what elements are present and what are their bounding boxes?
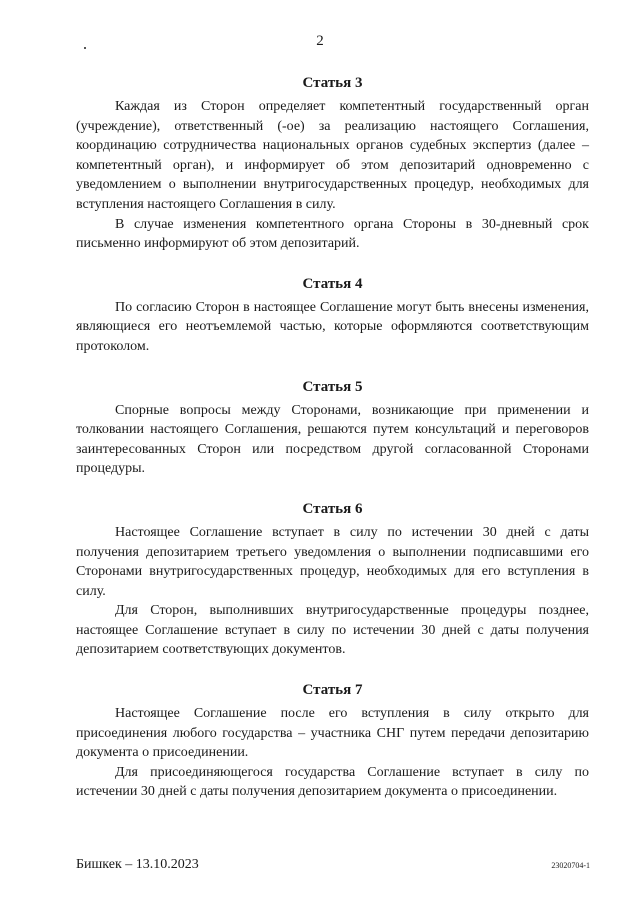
article-5	[76, 377, 589, 479]
article-paragraph: Спорные вопросы между Сторонами, возникающие при применении и толковании настоящего Соглашения, решаются путем консультаций и переговоров заинтересованных Сторон или посредством другой согласованной Сторонами процедуры.	[76, 402, 589, 477]
article-paragraph: В случае изменения компетентного органа Стороны в 30-дневный срок письменно информируют об этом депозитарий.	[76, 216, 589, 252]
article-paragraph: Для присоединяющегося государства Соглашение вступает в силу по истечении 30 дней с даты получения депозитарием документа о присоединении.	[76, 764, 589, 800]
scan-artifact-dot	[84, 47, 86, 49]
article-title: Статья 7	[302, 682, 363, 699]
article-4	[76, 274, 589, 357]
article-3	[76, 73, 589, 254]
article-7	[76, 680, 589, 802]
article-paragraph: По согласию Сторон в настоящее Соглашение могут быть внесены изменения, являющиеся его неотъемлемой частью, которые оформляются соответствующим протоколом.	[76, 299, 589, 354]
article-paragraph: Для Сторон, выполнивших внутригосударственные процедуры позднее, настоящее Соглашение вступает в силу по истечении 30 дней с даты получения депозитарием соответствующих документов.	[76, 603, 589, 658]
footer-place-date: Бишкек – 13.10.2023	[76, 857, 199, 872]
article-title: Статья 6	[302, 500, 363, 517]
article-paragraph: Настоящее Соглашение после его вступления в силу открыто для присоединения любого государства – участника СНГ путем передачи депозитарию документа о присоединении.	[76, 706, 589, 761]
page-number: 2	[316, 33, 324, 49]
footer-doc-code: 23020704-1	[551, 861, 590, 870]
article-paragraph: Каждая из Сторон определяет компетентный государственный орган (учреждение), ответственный (-ое) за реализацию настоящего Соглашения, координацию сотрудничества национальных органов судебных экспертиз (далее – компетентный орган), и информирует об этом депозитарий одновременно с уведомлением о выполнении внутригосударственных процедур, необходимых для вступления настоящего Соглашения в силу.	[76, 99, 589, 212]
article-6	[76, 499, 589, 660]
article-paragraph: Настоящее Соглашение вступает в силу по истечении 30 дней с даты получения депозитарием третьего уведомления о выполнении подписавшими его Сторонами внутригосударственных процедур, необходимых для его вступления в силу.	[76, 524, 589, 599]
article-title: Статья 3	[302, 75, 363, 91]
article-title: Статья 4	[302, 275, 363, 292]
document-body	[76, 73, 589, 822]
article-title: Статья 5	[302, 378, 363, 395]
